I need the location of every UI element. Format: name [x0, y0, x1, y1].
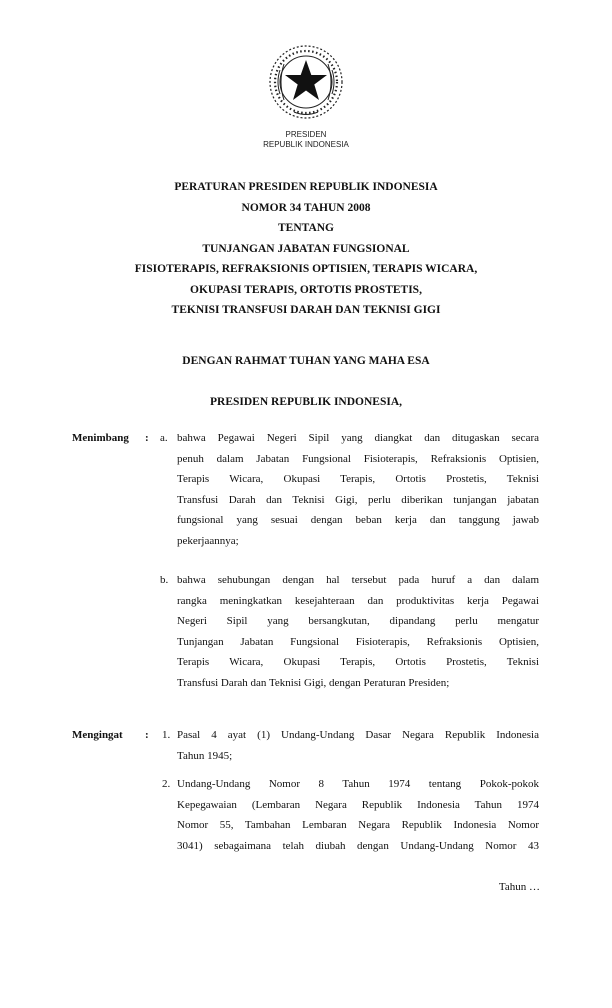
text-line: bahwa Pegawai Negeri Sipil yang diangkat dan ditugaskan secara	[177, 432, 539, 444]
item-marker: 1.	[162, 729, 171, 741]
mengingat-colon: :	[145, 729, 149, 741]
seal-caption-presiden: PRESIDEN	[285, 130, 327, 139]
title-number-line: NOMOR 34 TAHUN 2008	[241, 201, 371, 214]
text-line: 3041) sebagaimana telah diubah dengan Undang-Undang Nomor 43	[177, 839, 539, 852]
seal-caption-republik: REPUBLIK INDONESIA	[263, 140, 349, 149]
text-line: penuh dalam Jabatan Fungsional Fisioterapis, Refraksionis Optisien,	[177, 452, 539, 465]
menimbang-item-b	[177, 570, 539, 694]
regulation-title	[56, 177, 556, 321]
text-line: rangka meningkatkan kesejahteraan dan produktivitas kerja Pegawai	[177, 594, 539, 607]
item-marker: b.	[160, 574, 169, 586]
next-page-catchword: Tahun …	[498, 881, 540, 893]
garuda-star-seal-icon	[266, 42, 346, 122]
menimbang-label: Menimbang	[72, 432, 129, 444]
text-line: Kepegawaian (Lembaran Negara Republik Indonesia Tahun 1974	[177, 798, 539, 811]
mengingat-item-2	[177, 774, 539, 856]
title-tentang-line: TENTANG	[277, 222, 335, 234]
text-line: Terapis Wicara, Okupasi Terapis, Ortotis Prostetis, Teknisi	[177, 656, 539, 669]
text-line: fungsional yang sesuai dengan beban kerja dan tanggung jawab	[177, 514, 539, 527]
title-subject-line: FISIOTERAPIS, REFRAKSIONIS OPTISIEN, TERAPIS WICARA,	[134, 263, 478, 275]
mengingat-label: Mengingat	[72, 729, 123, 741]
text-line: Transfusi Darah dan Teknisi Gigi, dengan Peraturan Presiden;	[177, 676, 450, 689]
menimbang-colon: :	[145, 432, 149, 444]
title-subject-line: TUNJANGAN JABATAN FUNGSIONAL	[202, 242, 410, 255]
mengingat-item-1	[177, 725, 539, 766]
text-line: Tunjangan Jabatan Fungsional Fisioterapis, Refraksionis Optisien,	[177, 635, 539, 648]
menimbang-item-a	[177, 428, 539, 552]
text-line: Terapis Wicara, Okupasi Terapis, Ortotis Prostetis, Teknisi	[177, 473, 539, 486]
item-marker: a.	[160, 432, 168, 444]
text-line: bahwa sehubungan dengan hal tersebut pada huruf a dan dalam	[177, 574, 539, 586]
text-line: Negeri Sipil yang bersangkutan, dipandang perlu mengatur	[177, 615, 539, 628]
item-marker: 2.	[162, 778, 171, 790]
text-line: Tahun 1945;	[177, 749, 233, 762]
text-line: Transfusi Darah dan Teknisi Gigi, perlu diberikan tunjangan jabatan	[177, 493, 539, 506]
text-line: Undang-Undang Nomor 8 Tahun 1974 tentang Pokok-pokok	[177, 778, 539, 790]
invocation: DENGAN RAHMAT TUHAN YANG MAHA ESA	[182, 355, 430, 367]
title-subject-line: OKUPASI TERAPIS, ORTOTIS PROSTETIS,	[190, 283, 422, 296]
president-heading: PRESIDEN REPUBLIK INDONESIA,	[209, 396, 403, 408]
title-line: PERATURAN PRESIDEN REPUBLIK INDONESIA	[174, 181, 438, 193]
text-line: Pasal 4 ayat (1) Undang-Undang Dasar Negara Republik Indonesia	[177, 729, 539, 741]
text-line: Nomor 55, Tambahan Lembaran Negara Republik Indonesia Nomor	[177, 819, 539, 832]
text-line: pekerjaannya;	[177, 534, 239, 547]
title-subject-line: TEKNISI TRANSFUSI DARAH DAN TEKNISI GIGI	[171, 304, 441, 316]
